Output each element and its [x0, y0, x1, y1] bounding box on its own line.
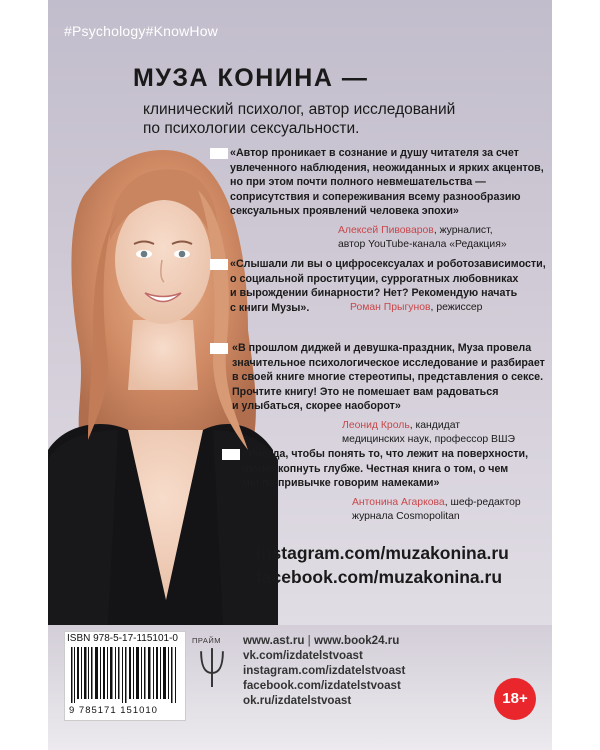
review-text: «Автор проникает в сознание и душу читателя за счет увлеченного наблюдения, неожиданных и ярких акцентов, но при этом почти полного невмешательства — соприсутствия и сопереживания всему разнообразию сексуальных проявлений человека эпохи» [230, 147, 544, 218]
website-link[interactable]: instagram.com/izdatelstvoast [243, 664, 406, 677]
review-1 [230, 146, 544, 252]
review-attribution: Роман Прыгунов, режиссер [350, 302, 483, 314]
book-back-cover [48, 0, 552, 750]
hashtag-line: #Psychology#KnowHow [64, 23, 218, 39]
barcode-box [64, 631, 186, 721]
review-2 [230, 257, 546, 315]
publisher-logo-icon [188, 645, 236, 701]
review-text: «Слышали ли вы о цифросексуалах и роботозависимости, о социальной проституции, суррогатных любовниках и вырождении бинарности? Нет? Рекомендую начать с книги Музы». [230, 258, 546, 314]
author-description [143, 100, 455, 138]
review-3 [232, 341, 545, 447]
instagram-link[interactable]: instagram.com/muzakonina.ru [256, 543, 509, 563]
publisher-websites [243, 633, 405, 708]
quote-mark-decoration [210, 343, 228, 354]
publisher-name: ПРАЙМ [192, 636, 222, 645]
author-social-links [256, 541, 509, 589]
reviewer-name: Алексей Пивоваров [338, 224, 434, 236]
facebook-link[interactable]: facebook.com/muzakonina.ru [256, 567, 503, 587]
website-link[interactable]: facebook.com/izdatelstvoast [243, 679, 401, 692]
review-4 [242, 447, 529, 523]
website-link[interactable]: www.book24.ru [314, 634, 400, 647]
reviewer-name: Леонид Кроль [342, 419, 410, 431]
quote-mark-decoration [222, 449, 240, 460]
quote-mark-decoration [210, 259, 228, 270]
reviewer-name: Антонина Агаркова [352, 496, 445, 508]
reviewer-name: Роман Прыгунов [350, 302, 431, 314]
quote-mark-decoration [210, 148, 228, 159]
review-attribution: Леонид Кроль, кандидат медицинских наук, профессор ВШЭ [342, 419, 515, 445]
review-attribution: Алексей Пивоваров, журналист, автор YouTube-канала «Редакция» [338, 224, 507, 250]
barcode-icon [69, 647, 181, 703]
review-text: «Иногда, чтобы понять то, что лежит на поверхности, нужно копнуть глубже. Честная книга о том, о чем мы по привычке говорим намеками» [242, 448, 529, 490]
author-description-line: клинический психолог, автор исследований [143, 101, 456, 118]
author-description-line: по психологии сексуальности. [143, 120, 360, 137]
review-text: «В прошлом диджей и девушка-праздник, Муза провела значительное психологическое исследование и разбирает в своей книге многие стереотипы, представления о сексе. Прочтите книгу! Это не помешает вам радоваться и улыбаться, скорее наоборот» [232, 342, 545, 413]
barcode-number: 9 785171 151010 [69, 705, 158, 716]
separator: | [307, 634, 311, 647]
website-link[interactable]: vk.com/izdatelstvoast [243, 649, 363, 662]
isbn-label: ISBN 978-5-17-115101-0 [67, 633, 178, 644]
review-attribution: Антонина Агаркова, шеф-редактор журнала Cosmopolitan [352, 496, 521, 522]
website-link[interactable]: www.ast.ru [243, 634, 305, 647]
website-link[interactable]: ok.ru/izdatelstvoast [243, 694, 352, 707]
age-rating-badge: 18+ [494, 678, 536, 720]
author-name: МУЗА КОНИНА — [133, 64, 369, 92]
